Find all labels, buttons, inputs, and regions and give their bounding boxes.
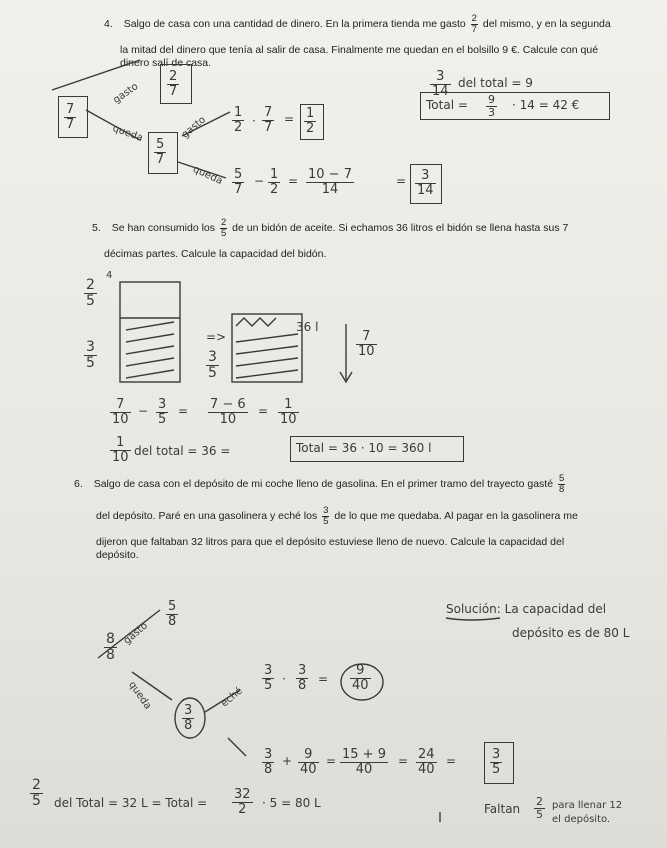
p5-e1-c: 7 − 6 10 [210, 397, 246, 427]
p6-c-frac: 3 8 [184, 703, 193, 733]
problem-4-text-b: del mismo, y en la segunda [482, 17, 611, 30]
p6-s-c: 15 + 9 40 [342, 747, 386, 777]
p4-queda-label-2: queda [191, 163, 225, 188]
p6-bot-frac: 2 5 [32, 777, 41, 809]
p5-e1-r: 1 10 [280, 397, 297, 427]
p6-eq-4: = [446, 754, 457, 768]
p6-dot: · [282, 672, 286, 686]
p5-tank-right-hatch [236, 334, 298, 378]
p4-branch-sub [178, 162, 226, 178]
p4-branch-bot [86, 110, 140, 140]
p5-eq-2: = [258, 404, 269, 418]
p6-s-r: 3 5 [492, 747, 501, 777]
p6-branch-right [205, 690, 240, 712]
p4-branch-top [52, 60, 140, 90]
p4-frac-2-7: 2 7 [169, 69, 178, 99]
problem-5-statement: 5. Se han consumido los $\frac{2}{5}$ de un bidón de aceite. Si echamos 36 litros el bidón se llena hasta sus 7 [92, 217, 569, 239]
p6-solution-line-1: Solución: La capacidad del [446, 602, 607, 616]
p5-implies: => [206, 330, 227, 344]
p6-eq-3: = [398, 754, 409, 768]
p4-frac-7-7: 7 7 [66, 102, 75, 132]
p6-m-a: 3 5 [264, 663, 273, 693]
p6-solution-line-2: depósito es de 80 L [512, 626, 630, 640]
problem-4-text-a: Salgo de casa con una cantidad de dinero. En la primera tienda me gasto [123, 17, 466, 30]
p4-total-frac: 9 3 [488, 93, 495, 119]
problem-6-number: 6. [74, 477, 83, 490]
p4-eq-2: = [288, 174, 299, 188]
p4-total-tail: · 14 = 42 € [512, 98, 580, 112]
p4-mult-result: 1 2 [306, 106, 315, 136]
problem-6-fraction-2: $\frac{3}{5}$ [323, 505, 329, 527]
problem-5-fraction: $\frac{2}{5}$ [220, 217, 227, 239]
p6-faltan-text: para llenar 12 [552, 800, 623, 811]
problem-4-line-2: la mitad del dinero que tenía al salir de casa. Finalmente me quedan en el bolsillo 9 €. Calcule con qué dinero salí de casa. [120, 44, 599, 70]
p5-total-text: Total = 36 · 10 = 360 l [296, 441, 432, 455]
p5-top-frac: 2 5 [86, 277, 95, 309]
p4-sub-b: 1 2 [270, 167, 279, 197]
p4-eq: = [284, 112, 295, 126]
p5-tank-left-hatch [126, 322, 174, 378]
p6-g-frac: 5 8 [168, 599, 177, 629]
p6-plus: + [282, 754, 293, 768]
p6-gasto-label: gasto [121, 620, 151, 647]
problem-5-line-2: décimas partes. Calcule la capacidad del bidón. [104, 248, 327, 260]
p4-sub-c: 10 − 7 14 [308, 167, 352, 197]
p4-mult-b: 7 7 [264, 105, 273, 135]
p6-m-r: 9 40 [352, 663, 369, 693]
p4-gasto-label: gasto [111, 81, 141, 106]
p6-s-b: 9 40 [300, 747, 317, 777]
problem-4-fraction: $\frac{2}{7}$ [471, 13, 477, 35]
p4-eq-3: = [396, 174, 407, 188]
p6-sol-underline [446, 618, 500, 620]
p6-s-d: 24 40 [418, 747, 435, 777]
p4-right-text: del total = 9 [458, 76, 533, 90]
p5-mid-frac: 3 5 [86, 339, 95, 371]
p4-total-text: Total = [426, 98, 468, 112]
p6-faltan-label: Faltan [484, 802, 521, 816]
problem-6-statement: 6. Salgo de casa con el depósito de mi coche lleno de gasolina. En el primer tramo del trayecto gasté $\frac{5}{8}$ [74, 473, 565, 495]
p6-eq-2: = [326, 754, 337, 768]
p4-dot: · [252, 114, 256, 128]
p6-branch-top [98, 610, 160, 658]
p5-eq-1: = [178, 404, 189, 418]
p6-branch-down [228, 738, 246, 756]
p5-b-frac: 3 5 [208, 349, 217, 381]
p4-sub-a: 5 7 [234, 167, 243, 197]
p5-top-sup: 4 [106, 270, 113, 281]
p6-branch-mid [132, 672, 172, 700]
p6-s-a: 3 8 [264, 747, 273, 777]
p5-liters: 36 l [296, 320, 319, 334]
p4-queda-label: queda [111, 122, 145, 145]
p6-bot-tail: · 5 = 80 L [262, 796, 321, 810]
p4-frac-5-7: 5 7 [156, 137, 165, 167]
p5-tank-left [120, 282, 180, 382]
p4-branch-mult [182, 112, 230, 136]
p6-faltan-text-2: el depósito. [552, 814, 611, 825]
p6-faltan-frac: 2 5 [536, 795, 543, 821]
p6-eq-1: = [318, 672, 329, 686]
p4-gasto-label-2: gasto [179, 114, 209, 141]
p5-right-frac: 7 10 [358, 329, 375, 359]
problem-6-fraction-1: $\frac{5}{8}$ [558, 473, 565, 495]
problem-6-line-3: dijeron que faltaban 32 litros para que el depósito estuviese lleno de nuevo. Calcule la capacidad del depósito. [96, 536, 565, 562]
problem-5-number: 5. [92, 221, 101, 234]
p5-e1-a: 7 10 [112, 397, 129, 427]
p5-minus: − [138, 404, 149, 418]
p6-left-frac: 8 8 [106, 631, 115, 663]
p5-e2-frac: 1 10 [112, 435, 129, 465]
p6-queda-label: queda [126, 679, 154, 712]
p5-tank-right-wave [236, 318, 276, 326]
problem-6-line-2: del depósito. Paré en una gasolinera y eché los $\frac{3}{5}$ de lo que me quedaba. Al pagar en la gasolinera me [96, 505, 578, 527]
p4-minus: − [254, 174, 265, 188]
p6-eche-label: eché [219, 685, 245, 710]
p4-right-frac: 3 14 [432, 69, 449, 99]
p6-m-b: 3 8 [298, 663, 307, 693]
p4-mult-a: 1 2 [234, 105, 243, 135]
p6-bot-text: del Total = 32 L = Total = [54, 796, 208, 810]
problem-4-number: 4. [104, 17, 113, 30]
p6-bot-f: 32 2 [234, 787, 251, 817]
p5-e2-text: del total = 36 = [134, 444, 231, 458]
p4-sub-result: 3 14 [417, 168, 434, 198]
p5-e1-b: 3 5 [158, 397, 167, 427]
